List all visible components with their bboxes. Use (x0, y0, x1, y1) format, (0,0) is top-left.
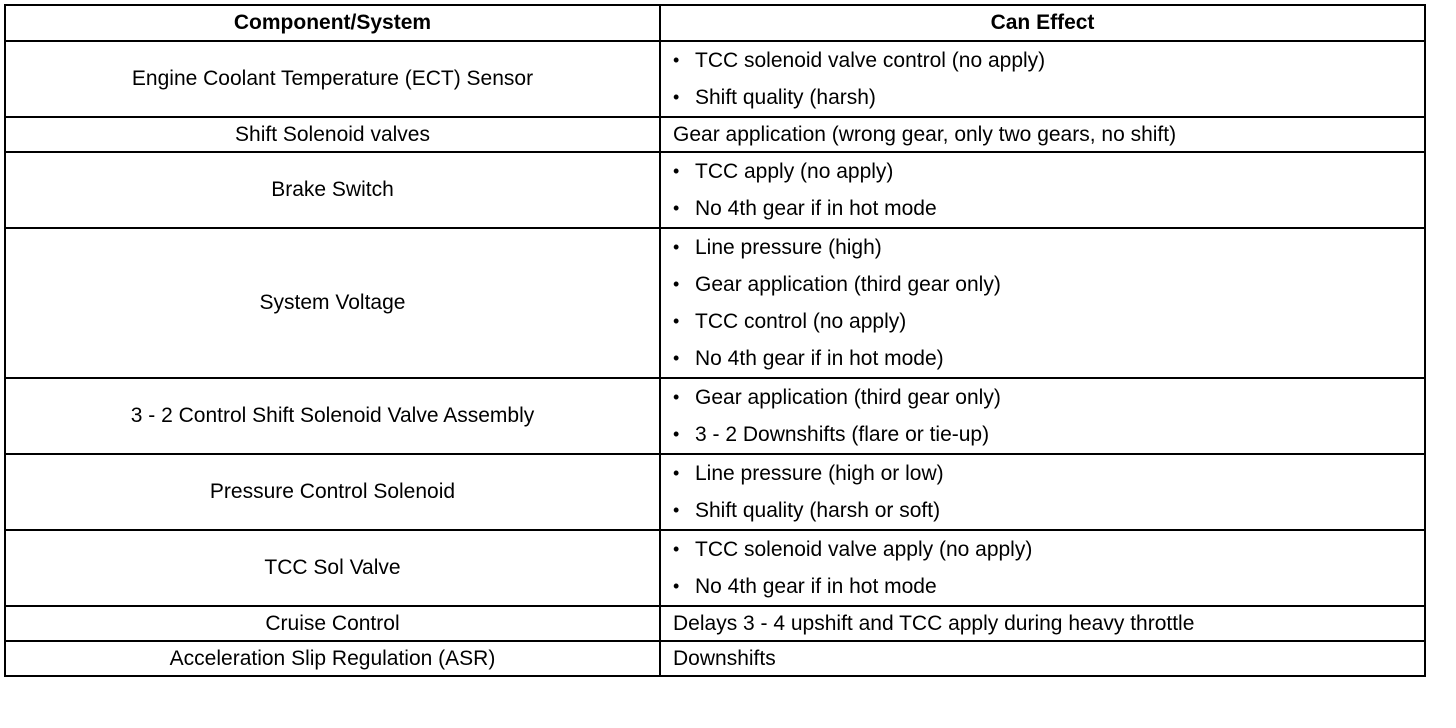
effect-list (661, 531, 1424, 605)
effect-list (661, 455, 1424, 529)
effect-item: • TCC control (no apply) (695, 303, 1424, 340)
effect-item: • No 4th gear if in hot mode (695, 190, 1424, 227)
effect-item: • TCC solenoid valve control (no apply) (695, 42, 1424, 79)
effect-item: • Shift quality (harsh) (695, 79, 1424, 116)
component-cell: Pressure Control Solenoid (5, 454, 660, 530)
component-cell: Brake Switch (5, 152, 660, 228)
effect-cell (660, 378, 1425, 454)
effect-cell (660, 530, 1425, 606)
table-row (5, 41, 1425, 117)
component-cell: Engine Coolant Temperature (ECT) Sensor (5, 41, 660, 117)
header-component: Component/System (5, 5, 660, 41)
effect-list (661, 42, 1424, 116)
table-row (5, 228, 1425, 378)
header-effect: Can Effect (660, 5, 1425, 41)
effect-item: • Gear application (third gear only) (695, 266, 1424, 303)
effect-item: • No 4th gear if in hot mode (695, 568, 1424, 605)
effect-item: • Shift quality (harsh or soft) (695, 492, 1424, 529)
component-cell: System Voltage (5, 228, 660, 378)
table-row (5, 117, 1425, 152)
effect-list (661, 153, 1424, 227)
effect-item: • TCC solenoid valve apply (no apply) (695, 531, 1424, 568)
header-row (5, 5, 1425, 41)
effect-item: • Gear application (third gear only) (695, 379, 1424, 416)
effect-text: Delays 3 - 4 upshift and TCC apply during heavy throttle (673, 611, 1195, 635)
effect-cell (660, 117, 1425, 152)
component-cell: Cruise Control (5, 606, 660, 641)
component-cell: Acceleration Slip Regulation (ASR) (5, 641, 660, 676)
effect-item: • No 4th gear if in hot mode) (695, 340, 1424, 377)
table-row (5, 454, 1425, 530)
effect-list (661, 379, 1424, 453)
effect-item: • 3 - 2 Downshifts (flare or tie-up) (695, 416, 1424, 453)
effect-text: Gear application (wrong gear, only two gears, no shift) (673, 122, 1177, 146)
effect-item: • Line pressure (high or low) (695, 455, 1424, 492)
table-row (5, 152, 1425, 228)
component-cell: Shift Solenoid valves (5, 117, 660, 152)
effect-list (661, 229, 1424, 377)
effect-cell (660, 641, 1425, 676)
effect-text: Downshifts (673, 646, 776, 670)
effect-item: • TCC apply (no apply) (695, 153, 1424, 190)
table-row (5, 606, 1425, 641)
component-cell: 3 - 2 Control Shift Solenoid Valve Assembly (5, 378, 660, 454)
effect-cell (660, 228, 1425, 378)
effect-cell (660, 41, 1425, 117)
effect-cell (660, 454, 1425, 530)
effect-cell (660, 606, 1425, 641)
table-row (5, 378, 1425, 454)
table-row (5, 641, 1425, 676)
component-cell: TCC Sol Valve (5, 530, 660, 606)
effect-item: • Line pressure (high) (695, 229, 1424, 266)
effect-cell (660, 152, 1425, 228)
table-row (5, 530, 1425, 606)
component-effect-table (4, 4, 1426, 677)
